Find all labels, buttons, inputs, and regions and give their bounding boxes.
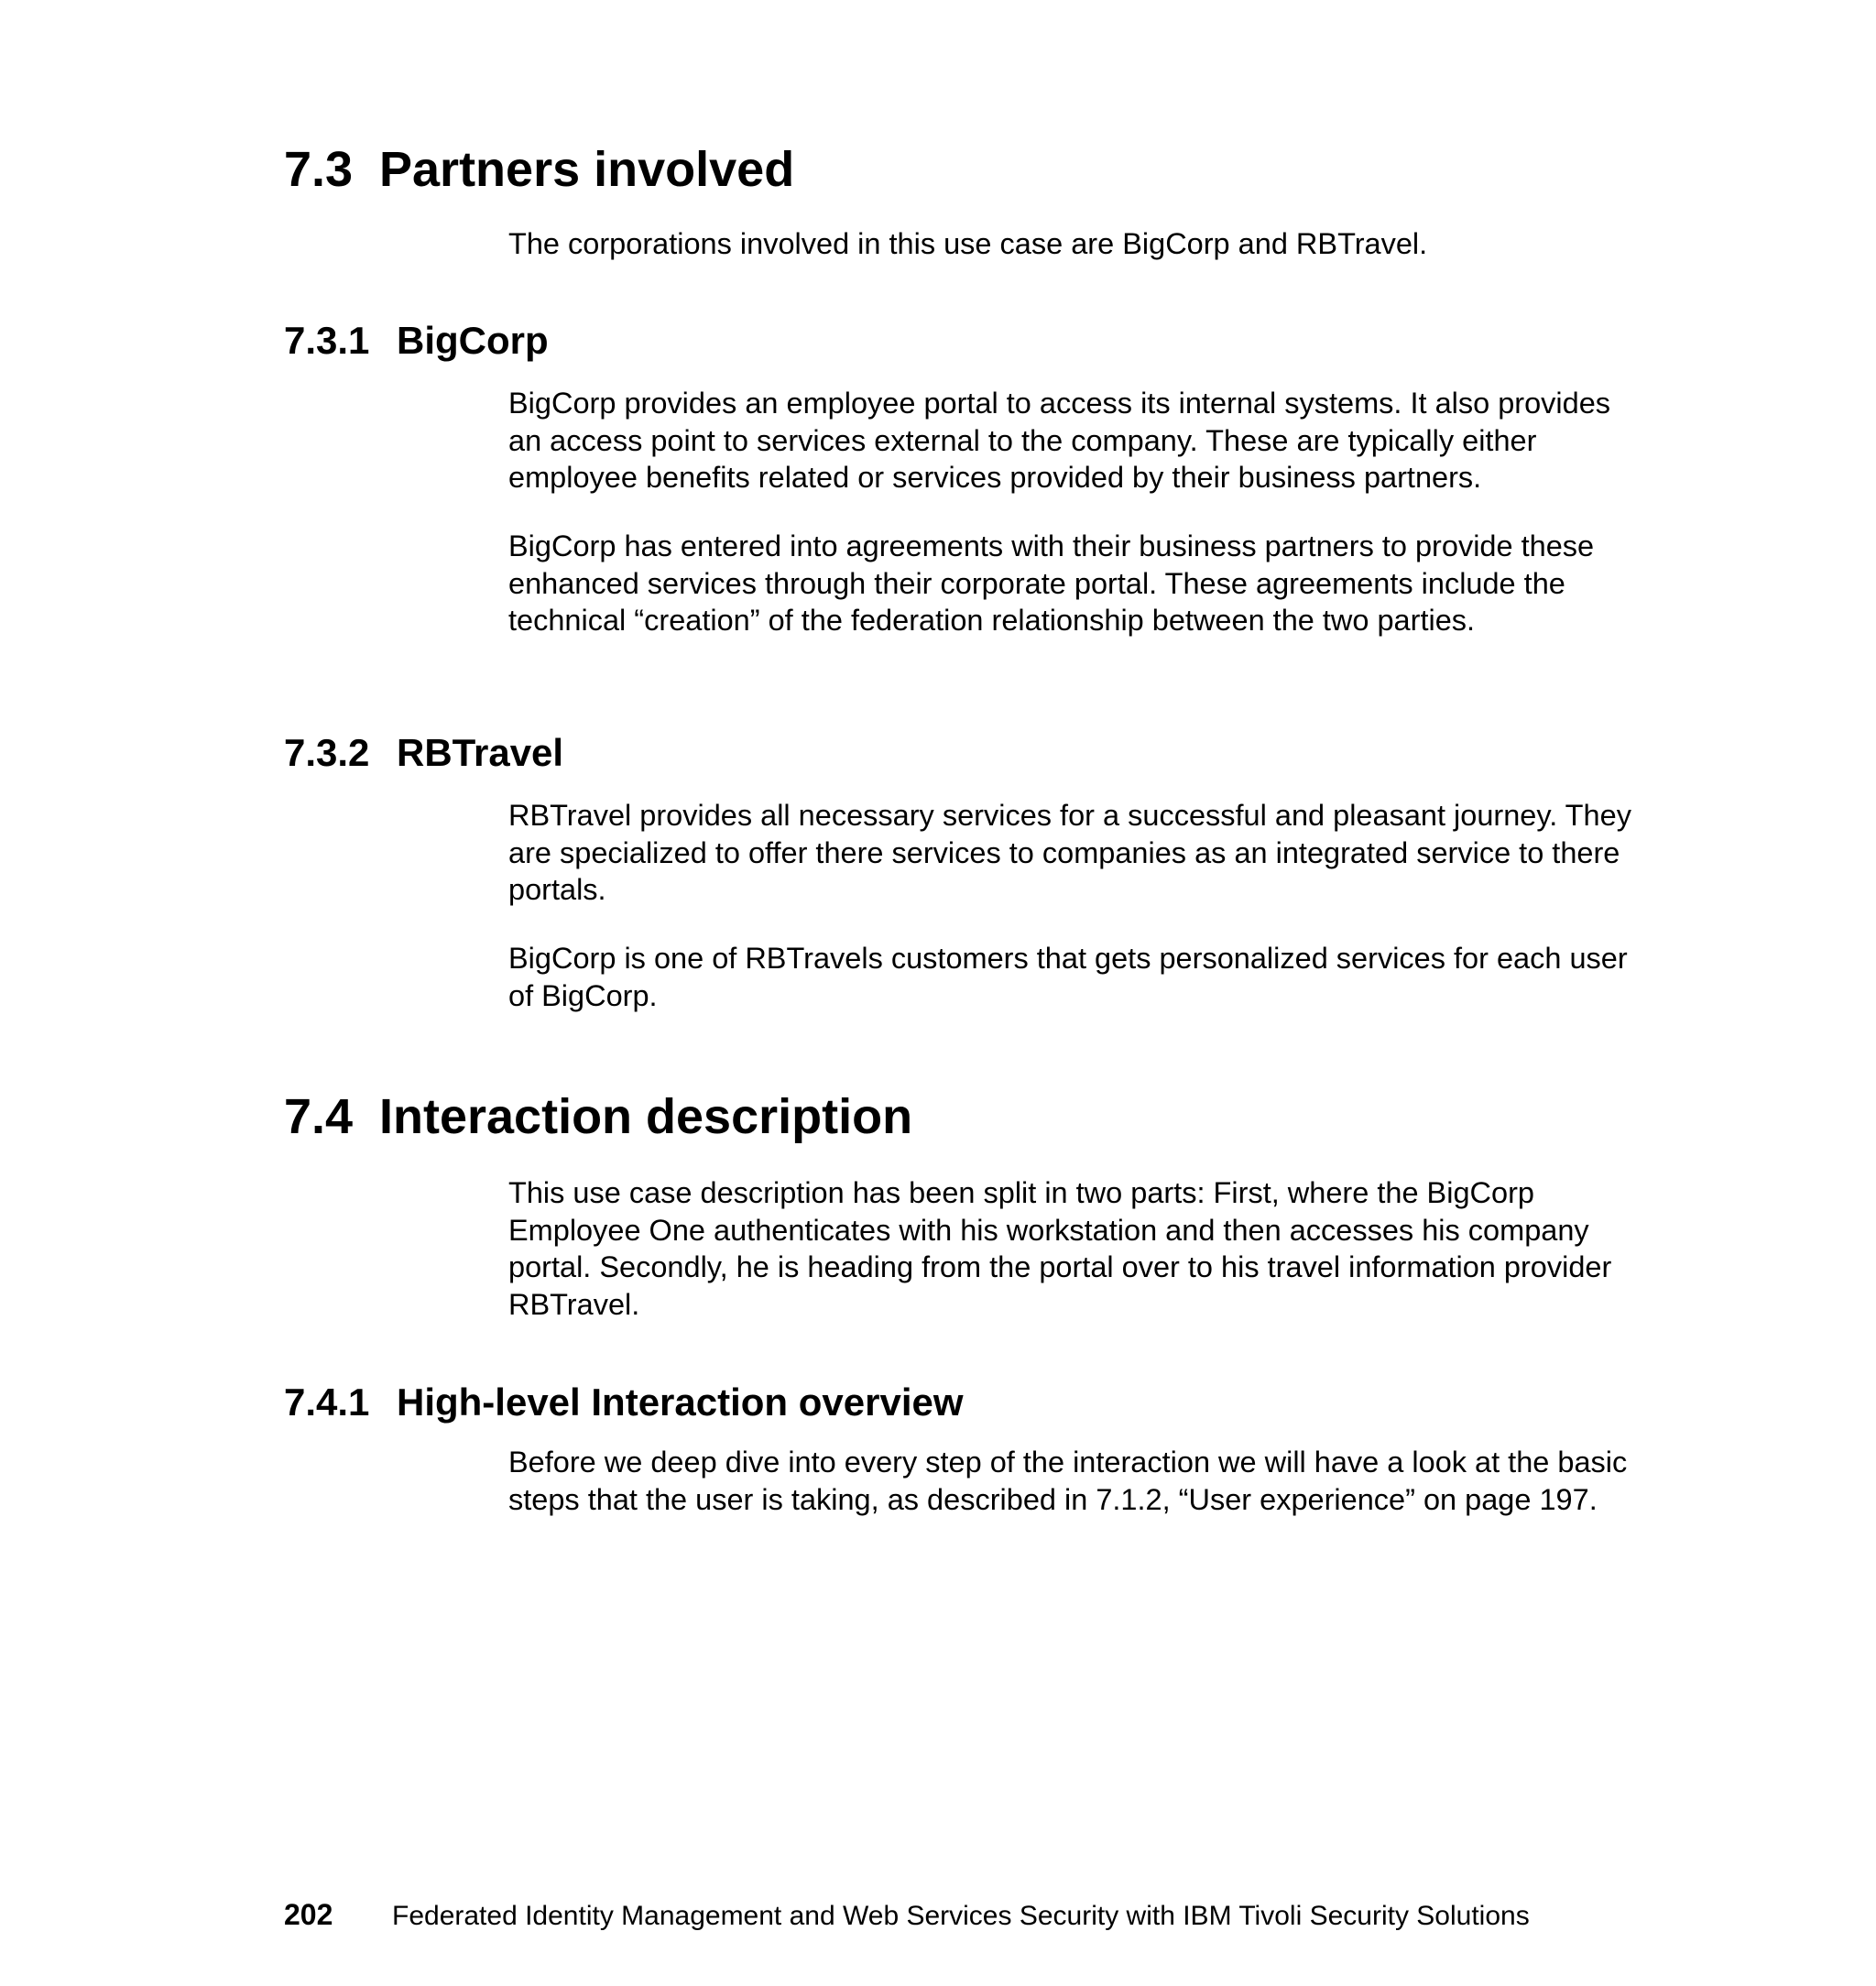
- section-heading-7-3: [284, 140, 794, 199]
- section-heading-7-4-1: [284, 1380, 964, 1425]
- section-number: 7.3.2: [284, 731, 370, 774]
- section-number: 7.4.1: [284, 1380, 370, 1424]
- paragraph-deep-dive: Before we deep dive into every step of the interaction we will have a look at the basic steps that the user is taking, as described in 7.1.2, “User experience” on page 197.: [508, 1446, 1628, 1516]
- section-number: 7.4: [284, 1089, 354, 1144]
- section-title: RBTravel: [397, 731, 564, 774]
- section-number: 7.3.1: [284, 319, 370, 362]
- section-heading-7-4: [284, 1087, 912, 1146]
- paragraph-corporations-involved: The corporations involved in this use case are BigCorp and RBTravel.: [508, 227, 1428, 260]
- section-heading-7-3-1: [284, 318, 549, 364]
- paragraph-bigcorp-agreements: BigCorp has entered into agreements with their business partners to provide these enhanced services through their corporate portal. These agreements include the technical “creation” of the federation relationship between the two parties.: [508, 529, 1595, 637]
- paragraph-use-case-split: This use case description has been split in two parts: First, where the BigCorp Employee One authenticates with his workstation and then accesses his company portal. Secondly, he is heading from the portal over to his travel information provider RBTravel.: [508, 1176, 1612, 1321]
- paragraph-bigcorp-portal: BigCorp provides an employee portal to access its internal systems. It also provides an access point to services external to the company. These are typically either employee benefits related or services provided by their business partners.: [508, 387, 1611, 494]
- section-title: Partners involved: [379, 142, 795, 197]
- paragraph-rbtravel-services: RBTravel provides all necessary services for a successful and pleasant journey. They are specialized to offer there services to companies as an integrated service to there portals.: [508, 799, 1631, 906]
- section-title: Interaction description: [379, 1089, 913, 1144]
- book-title: Federated Identity Management and Web Services Security with IBM Tivoli Security Solutions: [392, 1901, 1530, 1931]
- section-title: High-level Interaction overview: [397, 1380, 964, 1424]
- paragraph-bigcorp-customer: BigCorp is one of RBTravels customers that gets personalized services for each user of BigCorp.: [508, 942, 1628, 1012]
- page-number: 202: [284, 1898, 333, 1931]
- section-heading-7-3-2: [284, 730, 563, 776]
- section-number: 7.3: [284, 142, 354, 197]
- section-title: BigCorp: [397, 319, 549, 362]
- page-footer: [284, 1896, 1530, 1935]
